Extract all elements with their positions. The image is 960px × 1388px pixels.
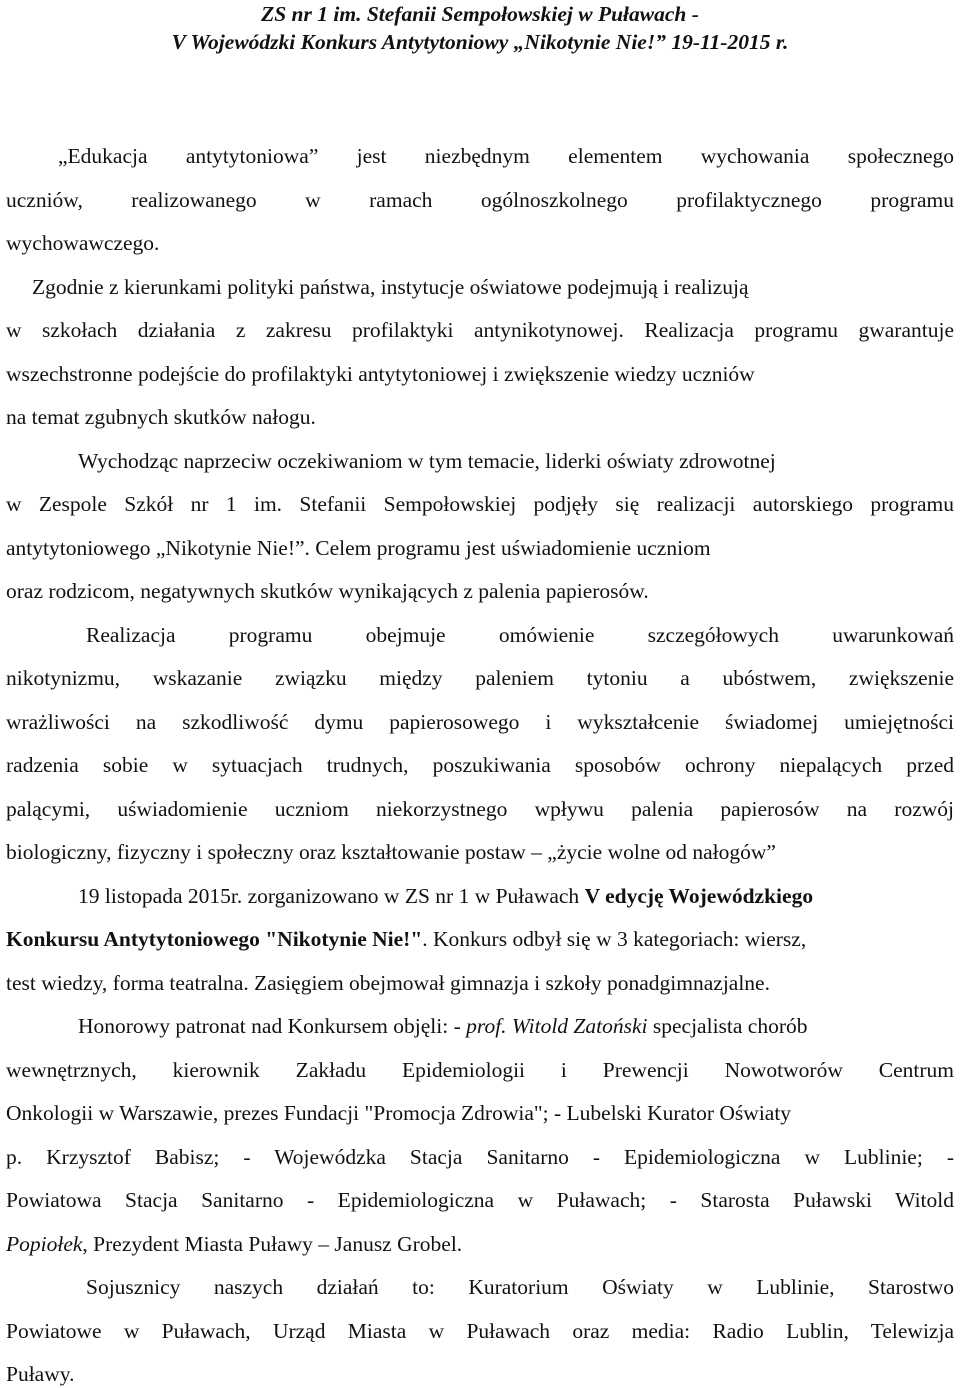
body-line: Puławy. [6, 1362, 75, 1386]
body-line: Powiatowa Stacja Sanitarno - Epidemiologiczna w Puławach; - Starosta Puławski Witold [6, 1188, 954, 1212]
document-header [0, 0, 960, 56]
body-line: Realizacja programu obejmuje omówienie szczegółowych uwarunkowań [86, 623, 954, 647]
body-text: 19 listopada 2015r. zorganizowano w ZS nr 1 w Puławach [78, 884, 585, 908]
body-line: Wychodząc naprzeciw oczekiwaniom w tym temacie, liderki oświaty zdrowotnej [78, 449, 776, 473]
body-line: na temat zgubnych skutków nałogu. [6, 405, 316, 429]
body-line: palącymi, uświadomienie uczniom niekorzystnego wpływu palenia papierosów na rozwój [6, 797, 954, 821]
body-text: , Prezydent Miasta Puławy – Janusz Grobel. [82, 1232, 463, 1256]
italic-text: prof. Witold Zatoński [466, 1014, 648, 1038]
body-line: Sojusznicy naszych działań to: Kuratorium Oświaty w Lublinie, Starostwo [86, 1275, 954, 1299]
body-text: . Konkurs odbył się w 3 kategoriach: wiersz, [422, 927, 807, 951]
emphasis-text: Konkursu Antytytoniowego "Nikotynie Nie!" [6, 927, 423, 951]
body-line [78, 1013, 960, 1039]
body-line: wewnętrznych, kierownik Zakładu Epidemiologii i Prewencji Nowotworów Centrum [6, 1058, 954, 1082]
body-line: wrażliwości na szkodliwość dymu papierosowego i wykształcenie świadomej umiejętności [6, 710, 954, 734]
body-line: w szkołach działania z zakresu profilaktyki antynikotynowej. Realizacja programu gwarantuje [6, 318, 954, 342]
body-line: „Edukacja antytytoniowa” jest niezbędnym elementem wychowania społecznego [58, 144, 954, 168]
body-line: Zgodnie z kierunkami polityki państwa, instytucje oświatowe podejmują i realizują [32, 275, 749, 299]
body-line: oraz rodzicom, negatywnych skutków wynikających z palenia papierosów. [6, 579, 649, 603]
header-line-1: ZS nr 1 im. Stefanii Sempołowskiej w Puławach - [261, 2, 699, 26]
body-text: Honorowy patronat nad Konkursem objęli: - [78, 1014, 467, 1038]
body-line: p. Krzysztof Babisz; - Wojewódzka Stacja Sanitarno - Epidemiologiczna w Lublinie; - [6, 1145, 954, 1169]
body-line [6, 926, 954, 952]
body-line: radzenia sobie w sytuacjach trudnych, poszukiwania sposobów ochrony niepalących przed [6, 753, 954, 777]
body-line: biologiczny, fizyczny i społeczny oraz kształtowanie postaw – „życie wolne od nałogów” [6, 840, 776, 864]
body-line: Powiatowe w Puławach, Urząd Miasta w Puławach oraz media: Radio Lublin, Telewizja [6, 1319, 954, 1343]
body-line: nikotynizmu, wskazanie związku między paleniem tytoniu a ubóstwem, zwiększenie [6, 666, 954, 690]
body-line [78, 883, 960, 909]
body-line: w Zespole Szkół nr 1 im. Stefanii Sempołowskiej podjęły się realizacji autorskiego programu [6, 492, 954, 516]
italic-text: Popiołek [6, 1232, 83, 1256]
body-text: specjalista chorób [647, 1014, 808, 1038]
body-line: antytytoniowego „Nikotynie Nie!”. Celem programu jest uświadomienie uczniom [6, 536, 711, 560]
header-line-2: V Wojewódzki Konkurs Antytytoniowy „Nikotynie Nie!” 19-11-2015 r. [171, 30, 789, 54]
body-line [6, 1231, 954, 1257]
emphasis-text: V edycję Wojewódzkiego [584, 884, 814, 908]
body-line: Onkologii w Warszawie, prezes Fundacji "Promocja Zdrowia"; - Lubelski Kurator Oświaty [6, 1101, 792, 1125]
body-line: test wiedzy, forma teatralna. Zasięgiem obejmował gimnazja i szkoły ponadgimnazjalne. [6, 971, 770, 995]
body-line: wszechstronne podejście do profilaktyki antytytoniowej i zwiększenie wiedzy uczniów [6, 362, 755, 386]
body-line: uczniów, realizowanego w ramach ogólnoszkolnego profilaktycznego programu [6, 188, 954, 212]
body-line: wychowawczego. [6, 231, 160, 255]
